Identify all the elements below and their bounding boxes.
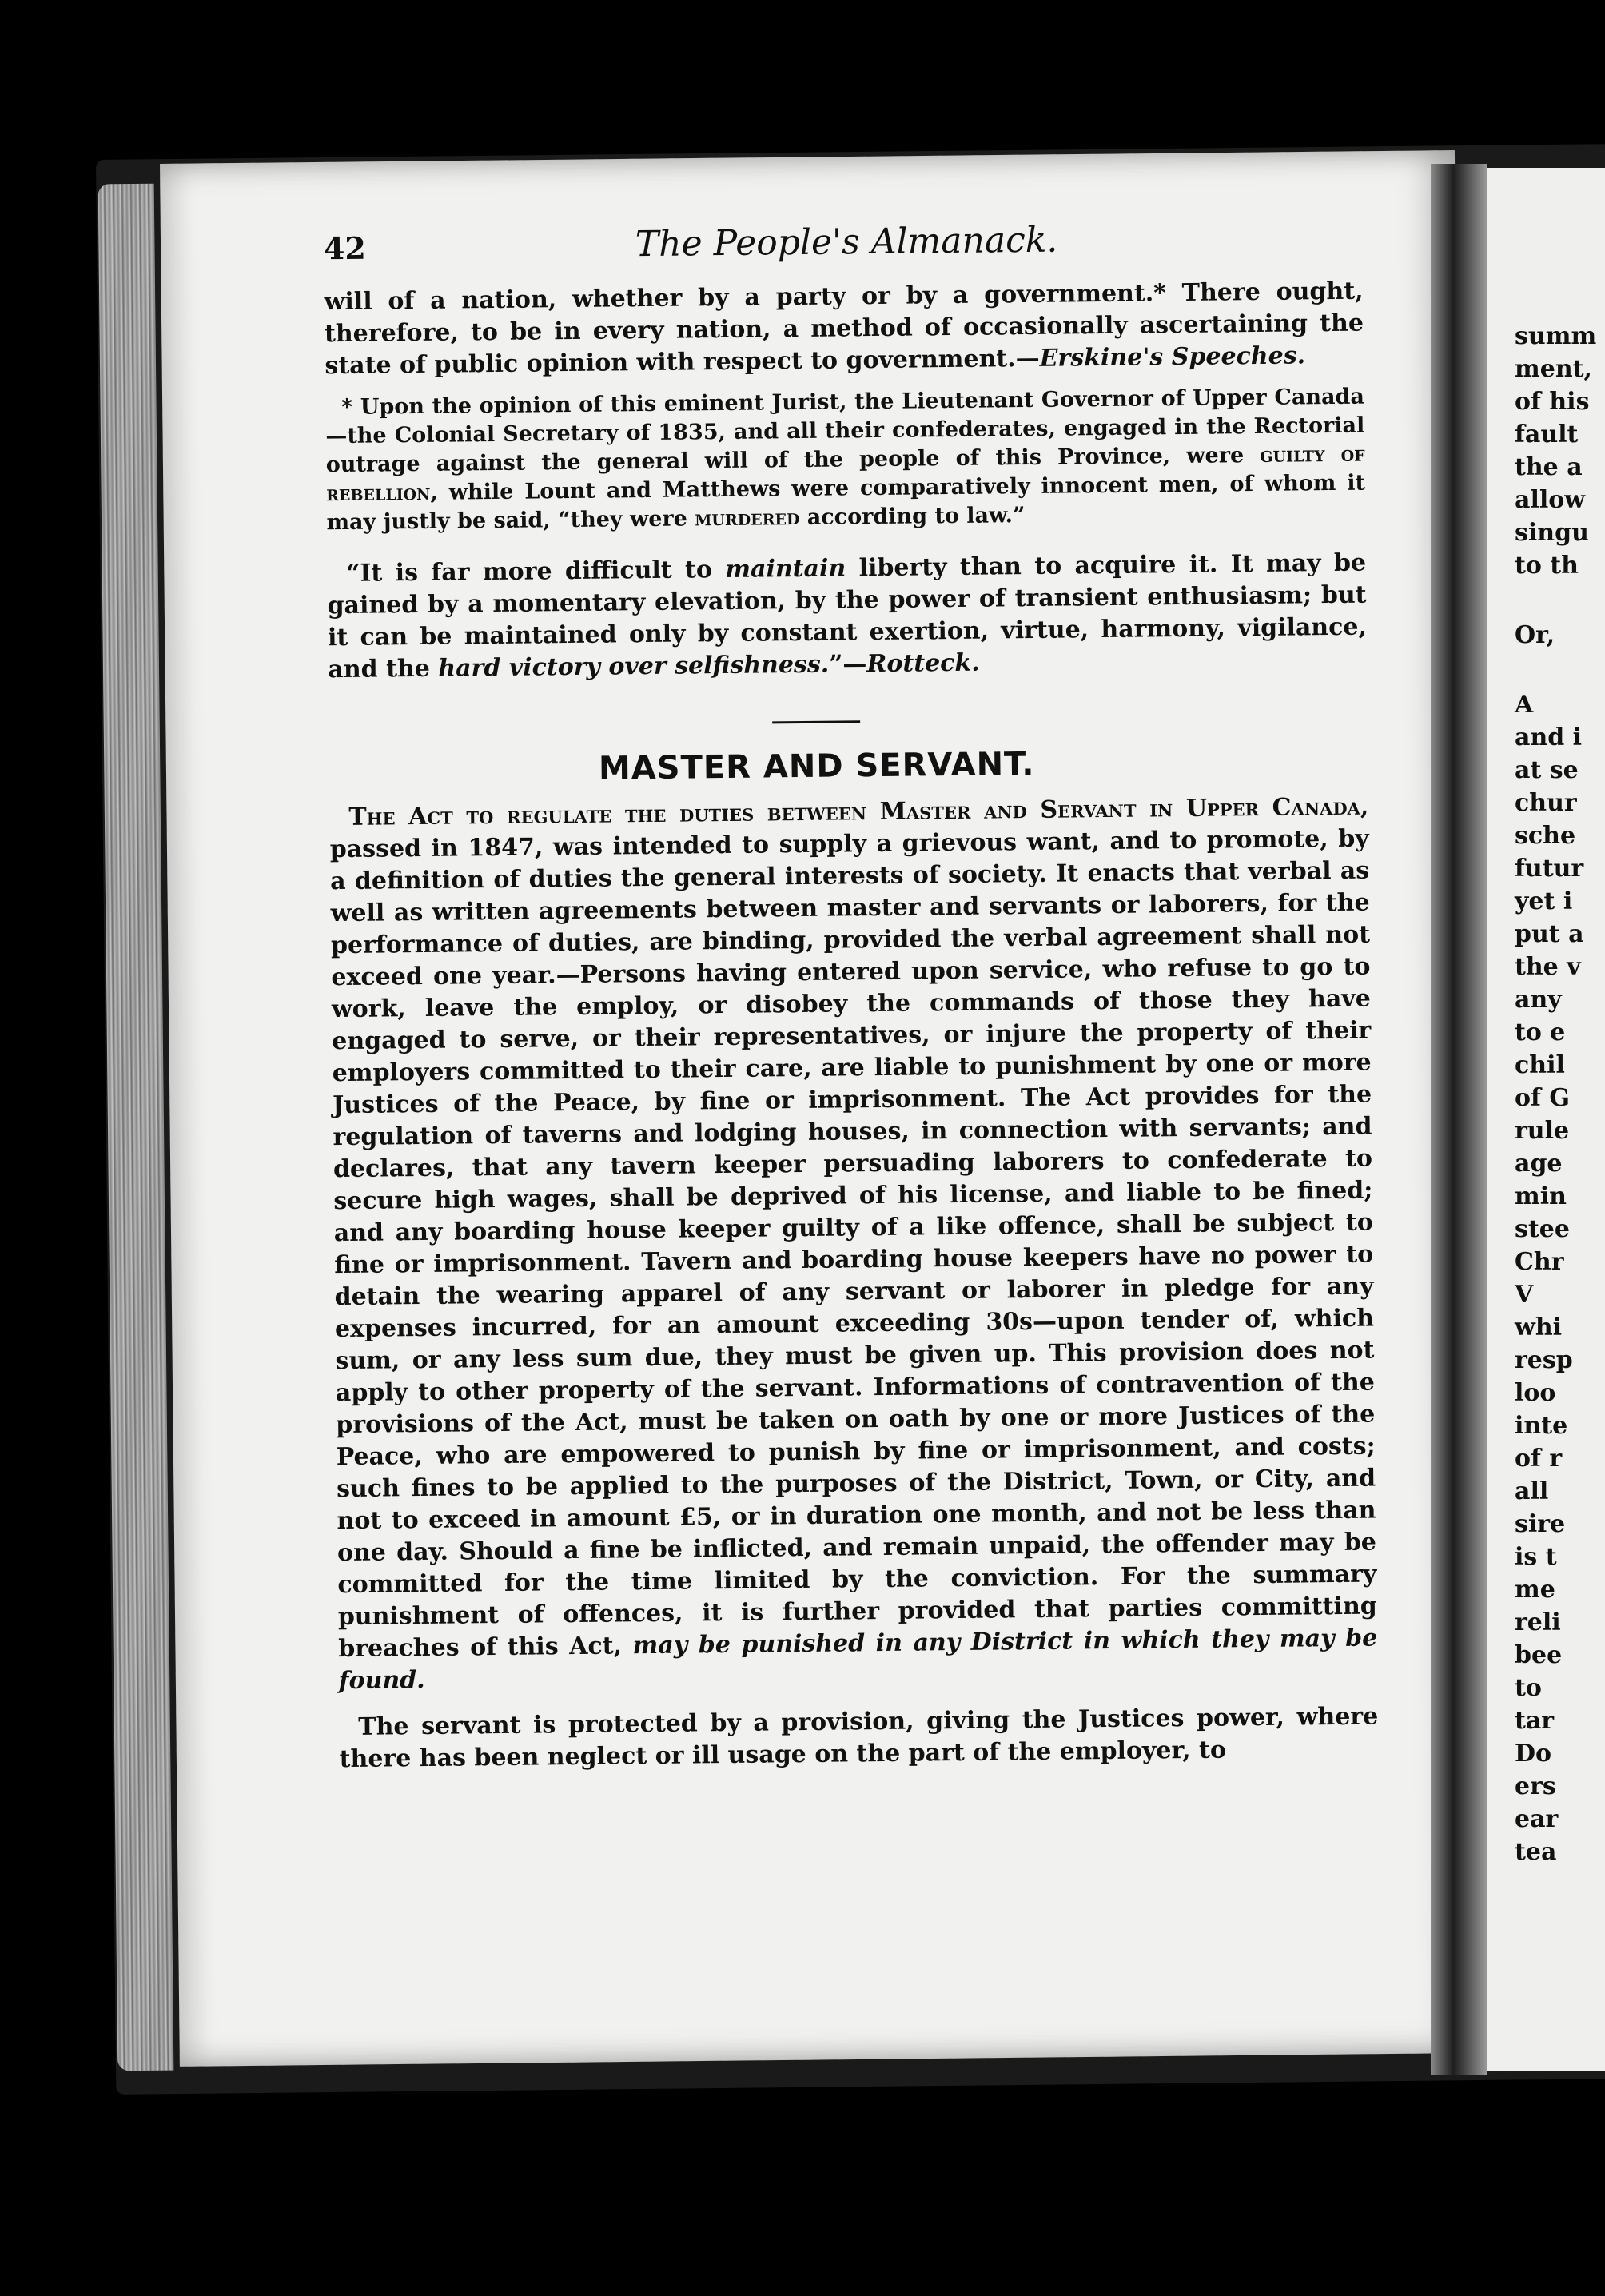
right-page-fragment: resp — [1515, 1346, 1573, 1374]
right-page-fragment: min — [1515, 1182, 1567, 1210]
right-page-fragment: ment, — [1515, 355, 1592, 383]
right-page-fragment: loo — [1515, 1379, 1556, 1407]
right-page-fragment: of r — [1515, 1445, 1563, 1473]
quote-text-c: ”— — [828, 650, 867, 679]
page-number: 42 — [323, 229, 367, 267]
right-page-fragment: tea — [1515, 1838, 1557, 1866]
right-page-fragment: chil — [1515, 1051, 1565, 1079]
running-title: The People's Almanack. — [635, 219, 1058, 265]
opening-paragraph — [324, 276, 1364, 383]
servant-paragraph: The servant is protected by a provision, giving the Justices power, where there has been neglect or ill usage on the part of the employer, to — [339, 1702, 1379, 1774]
right-page-fragment: sche — [1515, 822, 1576, 850]
right-page-fragment: inte — [1515, 1412, 1568, 1440]
right-page-fragment: ear — [1515, 1805, 1559, 1833]
section-divider — [772, 720, 860, 723]
footnote — [325, 383, 1366, 538]
quote-italic-maintain: maintain — [725, 554, 846, 584]
right-page-fragment: is t — [1515, 1543, 1557, 1571]
right-page-fragment: Chr — [1515, 1248, 1564, 1276]
right-page-fragment: A — [1515, 691, 1534, 719]
rotteck-quote — [327, 548, 1368, 687]
right-page-fragment: age — [1515, 1150, 1563, 1178]
act-title: The Act to regulate the duties between Master and Servant in Upper Canada, — [348, 792, 1369, 831]
right-page-fragment: and i — [1515, 723, 1583, 751]
right-page-fragment: fault — [1515, 421, 1579, 448]
right-page-fragment: yet i — [1515, 887, 1573, 915]
act-body: passed in 1847, was intended to supply a grievous want, and to promote, by a definition of duties the general interests of society. It enacts that verbal as well as written agreements between master and servants or laborers, for the performance of duties, are binding, provided the verbal agreement shall not exceed one year.—Persons having entered upon service, who refuse to go to work, leave the employ, or disobey the commands of those they have engaged to serve, or their representatives, or injure the property of their employers committed to their care, are liable to punishment by one or more Justices of the Peace, by fine or imprisonment. The Act provides for the regulation of taverns and lodging houses, in connection with servants; and declares, that any tavern keeper persuading laborers to confederate to secure high wages, shall be deprived of his license, and liable to be fined; and any boarding house keeper guilty of a like offence, shall be subject to fine or imprisonment. Tavern and boarding house keepers have no power to detain the wearing apparel of any servant or laborer in pledge for any expenses incurred, for an amount exceeding 30s—upon tender of, which sum, or any less sum due, they must be given up. This provision does not apply to other property of the servant. Informations of contravention of the provisions of the Act, must be taken on oath by one or more Justices of the Peace, who are empowered to punish by fine or imprisonment, and costs; such fines to be applied to the purposes of the District, Town, or City, and not to exceed in amount £5, or in duration one month, and not be less than one day. Should a fine be inflicted, and remain unpaid, the offender may be committed for the time limited by the conviction. For the summary punishment of offences, it is further provided that parties committing breaches of this Act, — [329, 824, 1377, 1664]
footnote-text-c: according to law.” — [799, 503, 1026, 531]
quote-text-a: “It is far more difficult to — [345, 555, 726, 588]
right-page-fragment: singu — [1515, 519, 1589, 547]
right-page-fragment: Do — [1515, 1740, 1552, 1768]
right-page-fragment: bee — [1515, 1641, 1563, 1669]
act-paragraph — [329, 791, 1378, 1698]
right-page-fragment: allow — [1515, 486, 1586, 514]
right-page-fragment — [1515, 652, 1605, 688]
right-page-fragment: of G — [1515, 1084, 1570, 1112]
act-italic: may be punished in any District in which they may be found. — [338, 1624, 1378, 1696]
footnote-text-a: * Upon the opinion of this eminent Jurist, the Lieutenant Governor of Upper Canada—the Colonial Secretary of 1835, and all their confederates, engaged in the Rectorial outrage against the general will of the people of this Province, were — [325, 384, 1365, 478]
right-page-fragment: Or, — [1515, 621, 1555, 649]
right-page-fragment — [1515, 582, 1605, 619]
right-page-fragment: tar — [1515, 1707, 1555, 1735]
right-page-fragment: to th — [1515, 552, 1579, 580]
right-page-fragment: me — [1515, 1576, 1555, 1604]
opening-source: Erskine's Speeches. — [1039, 341, 1306, 373]
right-page-fragment: summ — [1515, 322, 1597, 350]
right-page-fragment: any — [1515, 986, 1562, 1014]
right-page-fragment: ers — [1515, 1772, 1556, 1800]
right-page-fragment: the v — [1515, 953, 1581, 981]
right-page-fragment: futur — [1515, 855, 1584, 883]
book-gutter — [1431, 164, 1487, 2075]
right-page-fragment: stee — [1515, 1215, 1570, 1243]
right-page-text — [1515, 320, 1605, 1868]
quote-italic-victory: hard victory over selfishness. — [438, 650, 830, 683]
right-page-fragment: whi — [1515, 1313, 1563, 1341]
right-page-fragment: chur — [1515, 789, 1577, 817]
right-page-fragment: all — [1515, 1477, 1549, 1505]
right-page-fragment: of his — [1515, 388, 1590, 416]
footnote-text-b: while Lount and Matthews were comparatively innocent men, of whom it may justly be said, “they were — [326, 470, 1366, 536]
right-page-fragment: to — [1515, 1674, 1542, 1702]
right-page-fragment: at se — [1515, 756, 1579, 784]
right-page-fragment: V — [1515, 1281, 1534, 1309]
right-page-fragment: rule — [1515, 1117, 1570, 1145]
quote-text-b: liberty than to acquire it. It may be gained by a momentary elevation, by the power of transient enthusiasm; but it can be maintained only by constant exertion, virtue, harmony, vigilance, and the — [327, 548, 1368, 684]
opening-text: will of a nation, whether by a party or by a government.* There ought, therefore, to be in every nation, a method of occasionally ascertaining the state of public opinion with respect to government.— — [324, 277, 1364, 381]
footnote-emphasis-murdered: murdered — [695, 505, 800, 532]
right-page-fragment: sire — [1515, 1510, 1566, 1538]
right-page-fragment: to e — [1515, 1018, 1566, 1046]
section-heading: MASTER AND SERVANT. — [598, 745, 1035, 787]
right-page-fragment: put a — [1515, 920, 1584, 948]
quote-source: Rotteck. — [866, 648, 980, 679]
footnote-emphasis-rebellion: guilty of rebellion, — [325, 441, 1365, 507]
right-page-fragment: the a — [1515, 453, 1583, 481]
right-page-fragment: reli — [1515, 1608, 1561, 1636]
page-text — [188, 219, 1387, 1777]
body-text — [324, 276, 1378, 1776]
